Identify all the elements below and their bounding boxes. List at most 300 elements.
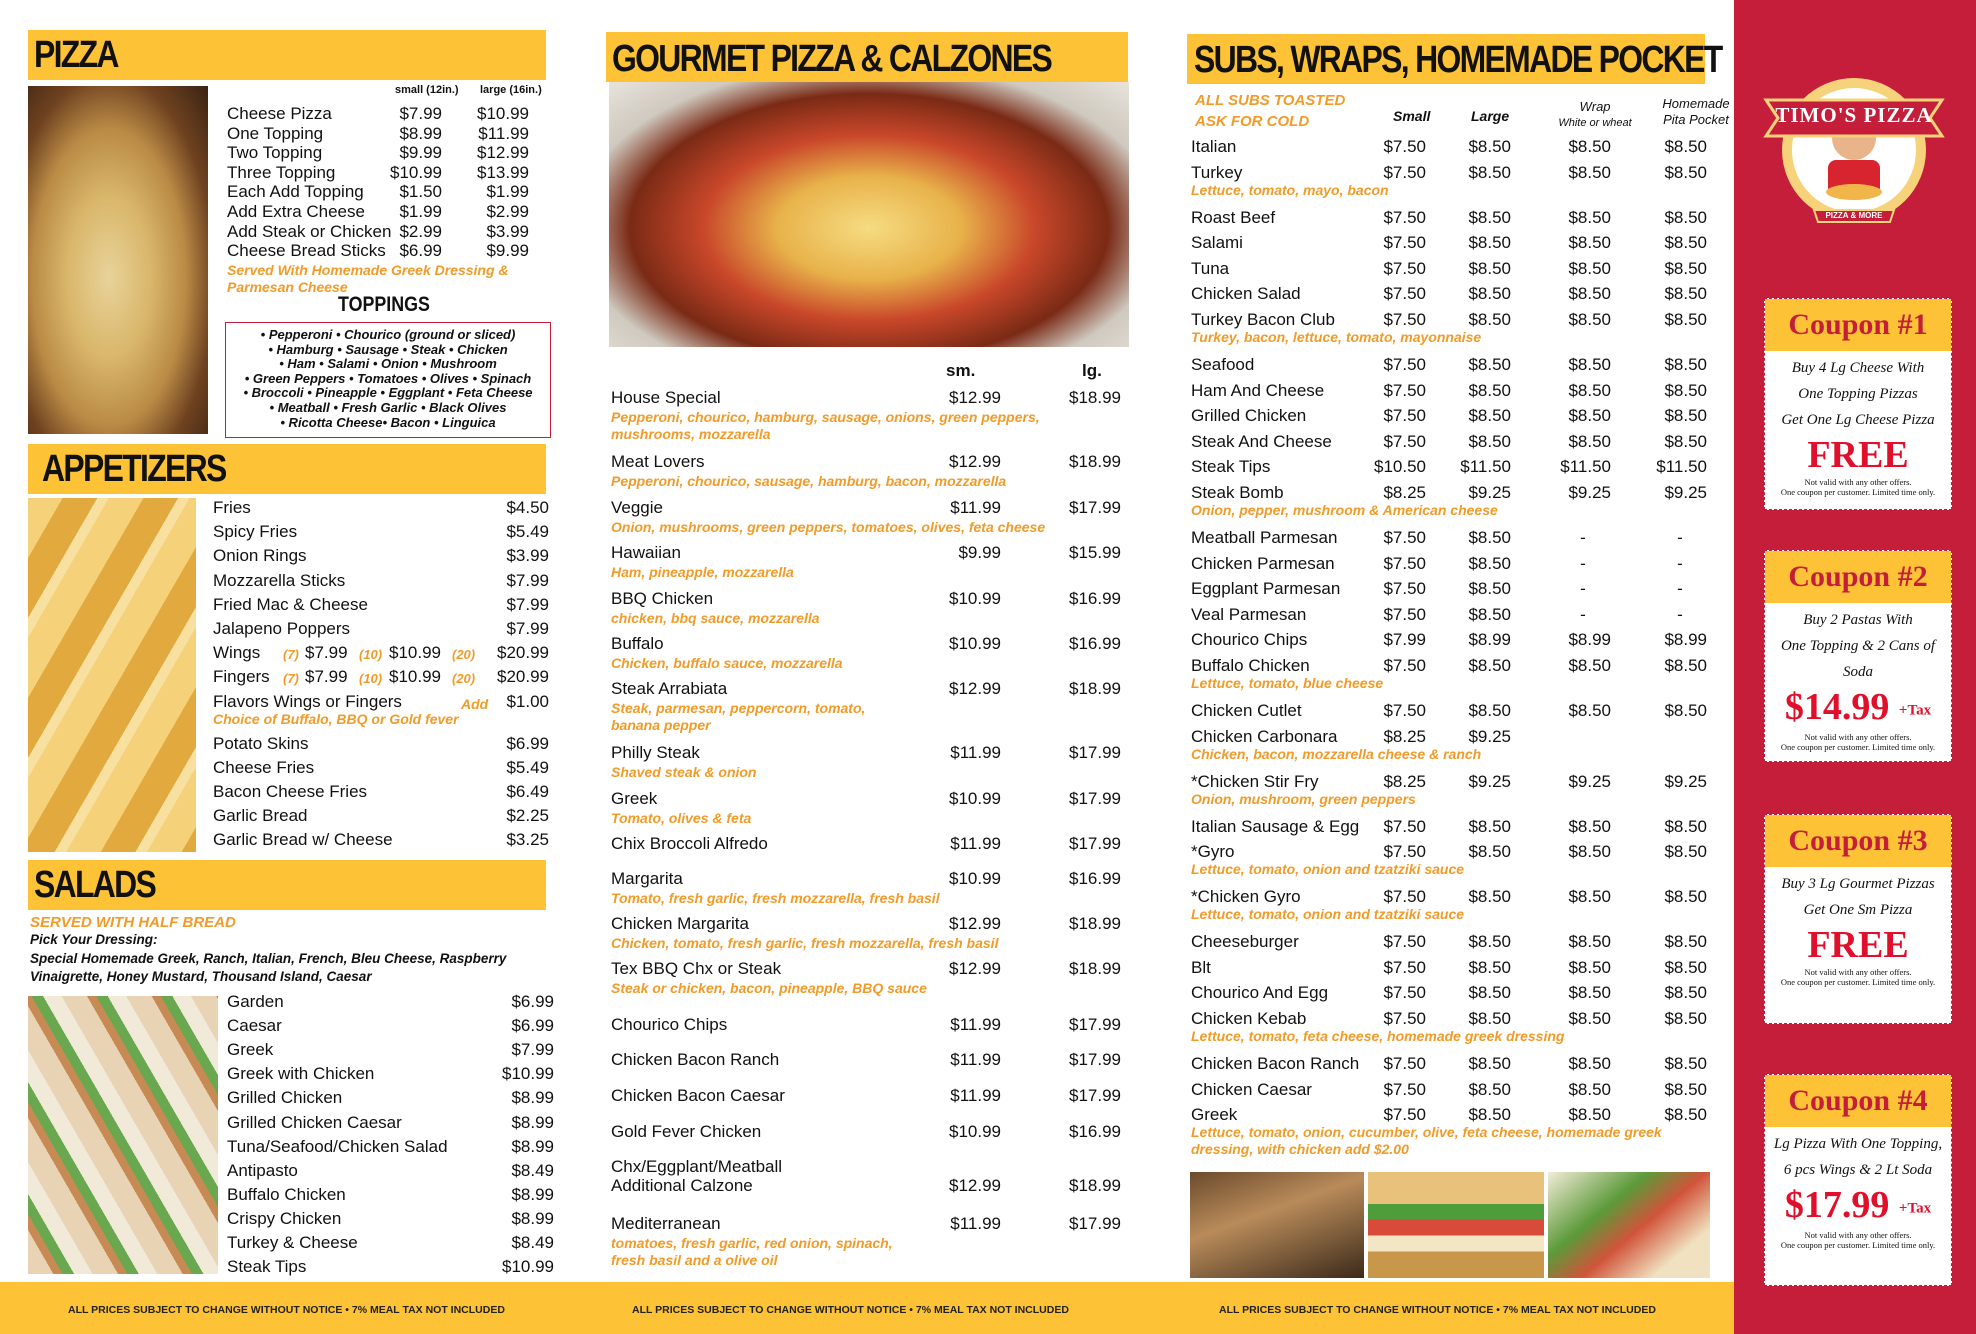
sub-small-price: $7.50: [1383, 1079, 1426, 1099]
pizza-item-small-price: $9.99: [399, 143, 442, 163]
sub-name: *Gyro: [1191, 842, 1235, 862]
sub-name: Roast Beef: [1191, 207, 1276, 227]
gourmet-lg-price: $16.99: [1069, 1122, 1121, 1141]
footer-note-2: ALL PRICES SUBJECT TO CHANGE WITHOUT NOTICE • 7% MEAL TAX NOT INCLUDED: [632, 1304, 1069, 1316]
salad-name: Steak Tips: [227, 1257, 307, 1277]
sub-small-price: $7.50: [1383, 137, 1426, 156]
gourmet-desc: Pepperoni, chourico, sausage, hamburg, bacon, mozzarella: [611, 473, 1007, 489]
sub-large-price: $8.99: [1468, 630, 1511, 650]
sub-large-price: $8.50: [1468, 887, 1511, 907]
appetizer-price: $7.99: [506, 570, 549, 590]
sub-photo-2: [1368, 1172, 1544, 1278]
coupon-line: Buy 3 Lg Gourmet Pizzas: [1781, 876, 1935, 892]
gourmet-title: GOURMET PIZZA & CALZONES: [612, 38, 1052, 80]
appetizer-price: $4.50: [506, 498, 549, 517]
sub-desc: Lettuce, tomato, onion and tzatziki sauce: [1191, 906, 1465, 923]
salads-header: [28, 860, 546, 910]
coupon-card: [1764, 814, 1952, 1024]
salad-name: Crispy Chicken: [227, 1208, 342, 1228]
appetizer-name: Mozzarella Sticks: [213, 570, 346, 590]
sub-pita-price: $9.25: [1664, 483, 1707, 502]
sub-small-price: $7.50: [1383, 431, 1426, 451]
fingers-price-7: $7.99: [305, 667, 348, 687]
sub-name: Seafood: [1191, 355, 1255, 374]
salad-price: $10.99: [502, 1257, 554, 1277]
gourmet-name: House Special: [611, 388, 721, 407]
sub-large-price: $8.50: [1468, 258, 1511, 278]
pizza-header: [28, 30, 546, 80]
gourmet-sm-price: $12.99: [949, 452, 1001, 471]
coupon-rail: [1734, 0, 1976, 1334]
topping-line: • Ham • Salami • Onion • Mushroom: [279, 356, 497, 372]
sub-wrap-price: $8.50: [1568, 932, 1611, 952]
sub-wrap-price: $8.50: [1568, 258, 1611, 278]
sub-wrap-price: -: [1580, 604, 1586, 624]
gourmet-sm-price: $12.99: [949, 1176, 1001, 1195]
sub-pita-price: $11.50: [1656, 457, 1707, 477]
footer-bar: [0, 1282, 1734, 1334]
sub-name: Turkey: [1191, 162, 1243, 182]
sub-pita-price: $8.50: [1664, 1079, 1707, 1099]
salads-photo: [28, 996, 218, 1274]
sub-desc: Onion, pepper, mushroom & American cheese: [1191, 502, 1498, 518]
sub-pita-price: $8.50: [1664, 355, 1707, 374]
coupon-title: Coupon #3: [1765, 815, 1951, 867]
wings-qty-20: (20): [452, 647, 476, 663]
sub-small-price: $7.50: [1383, 207, 1426, 227]
pizza-item-large-price: $10.99: [477, 104, 529, 123]
sub-name: Ham And Cheese: [1191, 380, 1325, 400]
sub-wrap-price: $8.99: [1568, 630, 1611, 650]
sub-small-price: $7.50: [1383, 816, 1426, 836]
topping-line: • Broccoli • Pineapple • Eggplant • Feta Cheese: [243, 385, 533, 401]
sub-desc: Lettuce, tomato, onion, cucumber, olive, feta cheese, homemade greek dressing, with chicken add $2.00: [1191, 1124, 1662, 1158]
coupon-fine-line: Not valid with any other offers.: [1804, 732, 1912, 743]
sub-large-price: $8.50: [1468, 553, 1511, 573]
sub-name: Grilled Chicken: [1191, 406, 1307, 426]
sub-pita-price: $8.50: [1664, 431, 1707, 451]
coupon-fine-line: One coupon per customer. Limited time only.: [1780, 977, 1936, 987]
sub-large-price: $9.25: [1468, 483, 1511, 502]
gourmet-sm-price: $12.99: [949, 914, 1001, 933]
sub-large-price: $8.50: [1468, 842, 1511, 862]
sub-pita-price: -: [1677, 553, 1683, 573]
gourmet-lg-price: $15.99: [1069, 543, 1121, 562]
sub-large-price: $8.50: [1468, 528, 1511, 547]
sub-small-price: $7.50: [1383, 284, 1426, 304]
sub-wrap-price: $8.50: [1568, 431, 1611, 451]
gourmet-name: Tex BBQ Chx or Steak: [611, 959, 782, 978]
sub-small-price: $7.50: [1383, 957, 1426, 977]
sub-large-price: $11.50: [1460, 457, 1511, 477]
sub-pita-price: $8.50: [1664, 1009, 1707, 1028]
topping-line: • Meatball • Fresh Garlic • Black Olives: [269, 399, 507, 415]
gourmet-name: Buffalo: [611, 634, 664, 653]
footer-note-1: ALL PRICES SUBJECT TO CHANGE WITHOUT NOTICE • 7% MEAL TAX NOT INCLUDED: [68, 1304, 505, 1316]
pizza-item-large-price: $3.99: [486, 221, 529, 241]
sub-name: Turkey Bacon Club: [1191, 310, 1335, 329]
gourmet-lg-price: $18.99: [1069, 388, 1121, 407]
sub-small-price: $7.50: [1383, 701, 1426, 720]
sub-large-price: $8.50: [1468, 1009, 1511, 1028]
sub-large-price: $8.50: [1468, 207, 1511, 227]
coupon-price: [1765, 1183, 1951, 1230]
sub-wrap-price: $8.50: [1568, 842, 1611, 862]
salad-name: Buffalo Chicken: [227, 1184, 346, 1204]
salad-price: $8.99: [511, 1208, 554, 1228]
salad-price: $10.99: [502, 1064, 554, 1084]
sub-name: Steak Tips: [1191, 457, 1271, 477]
appetizer-price: $2.25: [506, 806, 549, 826]
appetizers-photo: [28, 498, 196, 852]
sub-desc: Lettuce, tomato, feta cheese, homemade greek dressing: [1191, 1028, 1565, 1044]
salad-price: $8.99: [511, 1112, 554, 1132]
appetizer-name: Garlic Bread: [213, 806, 308, 826]
gourmet-name: Gold Fever Chicken: [611, 1122, 762, 1141]
sub-pita-price: $8.50: [1664, 380, 1707, 400]
sub-small-price: $10.50: [1374, 457, 1426, 477]
gourmet-lg-price: $16.99: [1069, 634, 1121, 653]
salad-name: Tuna/Seafood/Chicken Salad: [227, 1136, 448, 1156]
gourmet-name: Additional Calzone: [611, 1176, 753, 1195]
sub-name: Chicken Carbonara: [1191, 726, 1338, 746]
gourmet-desc: Pepperoni, chourico, hamburg, sausage, onions, green peppers, mushrooms, mozzarella: [611, 409, 1040, 442]
coupon-description: [1765, 351, 1951, 433]
pizza-item-small-price: $8.99: [399, 123, 442, 143]
coupon-fine-print: [1765, 477, 1951, 503]
pizza-size-small-label: small (12in.): [395, 84, 459, 96]
coupon-line: Lg Pizza With One Topping,: [1773, 1136, 1943, 1152]
pizza-item-large-price: $11.99: [478, 123, 529, 143]
gourmet-desc: tomatoes, fresh garlic, red onion, spinach, fresh basil and a olive oil: [611, 1235, 893, 1268]
subs-col-large: Large: [1471, 108, 1510, 124]
sub-wrap-price: $8.50: [1568, 137, 1611, 156]
subs-header: [1187, 34, 1722, 84]
sub-wrap-price: $8.50: [1568, 355, 1611, 374]
gourmet-col-lg: lg.: [1082, 361, 1102, 380]
sub-large-price: $8.50: [1468, 957, 1511, 977]
sub-small-price: $8.25: [1383, 726, 1426, 746]
sub-name: Steak Bomb: [1191, 483, 1284, 502]
gourmet-desc: Steak, parmesan, peppercorn, tomato, banana pepper: [611, 700, 866, 733]
sub-pita-price: $8.50: [1664, 284, 1707, 304]
coupon-description: [1765, 603, 1951, 685]
salad-price: $8.49: [511, 1160, 554, 1180]
sub-large-price: $8.50: [1468, 284, 1511, 304]
gourmet-sm-price: $10.99: [949, 634, 1001, 653]
sub-desc: Chicken, bacon, mozzarella cheese & ranch: [1191, 745, 1482, 762]
sub-large-price: $8.50: [1468, 579, 1511, 599]
coupon-title: Coupon #1: [1765, 299, 1951, 351]
gourmet-sm-price: $9.99: [958, 543, 1001, 562]
gourmet-lg-price: $18.99: [1069, 679, 1121, 698]
sub-wrap-price: $8.50: [1568, 1079, 1611, 1099]
coupon-fine-line: Not valid with any other offers.: [1804, 1230, 1912, 1241]
topping-line: • Hamburg • Sausage • Steak • Chicken: [268, 341, 508, 357]
gourmet-sm-price: $10.99: [949, 869, 1001, 888]
flavors-price: $1.00: [506, 691, 549, 711]
salad-price: $7.99: [511, 1040, 554, 1060]
sub-wrap-price: $9.25: [1568, 771, 1611, 791]
footer-note-3: ALL PRICES SUBJECT TO CHANGE WITHOUT NOTICE • 7% MEAL TAX NOT INCLUDED: [1219, 1304, 1656, 1316]
sub-name: Meatball Parmesan: [1191, 528, 1338, 547]
sub-wrap-price: -: [1580, 553, 1586, 573]
sub-pita-price: $8.50: [1664, 1054, 1707, 1073]
salad-name: Caesar: [227, 1016, 282, 1036]
sub-desc: Turkey, bacon, lettuce, tomato, mayonnaise: [1191, 329, 1482, 345]
sub-pita-price: $8.99: [1664, 630, 1707, 650]
fingers-qty-20: (20): [452, 671, 476, 687]
sub-wrap-price: $8.50: [1568, 233, 1611, 253]
gourmet-desc: chicken, bbq sauce, mozzarella: [611, 610, 820, 626]
pizza-note: Served With Homemade Greek Dressing & Parmesan Cheese: [227, 262, 509, 295]
sub-pita-price: -: [1677, 579, 1683, 599]
gourmet-sm-price: $11.99: [950, 1214, 1001, 1233]
sub-wrap-price: $8.50: [1568, 887, 1611, 907]
sub-name: *Chicken Gyro: [1191, 887, 1301, 907]
sub-name: Chicken Bacon Ranch: [1191, 1054, 1360, 1073]
sub-name: Chicken Caesar: [1191, 1079, 1312, 1099]
sub-pita-price: $9.25: [1664, 771, 1707, 791]
coupon-fine-line: One coupon per customer. Limited time only.: [1780, 487, 1936, 497]
sub-pita-price: $8.50: [1664, 137, 1707, 156]
coupon-line: Buy 2 Pastas With: [1803, 612, 1913, 628]
coupon-fine-print: [1765, 1230, 1951, 1256]
salad-price: $6.99: [511, 992, 554, 1011]
gourmet-desc: Chicken, buffalo sauce, mozzarella: [611, 655, 843, 671]
sub-large-price: $8.50: [1468, 1105, 1511, 1125]
gourmet-sm-price: $11.99: [950, 743, 1001, 762]
sub-small-price: $7.50: [1383, 1009, 1426, 1028]
appetizer-name: Fries: [213, 498, 251, 517]
sub-pita-price: $8.50: [1664, 842, 1707, 862]
sub-wrap-price: $8.50: [1568, 816, 1611, 836]
appetizer-wings-name: Wings: [213, 643, 261, 663]
sub-large-price: $8.50: [1468, 1054, 1511, 1073]
sub-small-price: $7.50: [1383, 258, 1426, 278]
sub-wrap-price: $8.50: [1568, 162, 1611, 182]
coupon-price: [1765, 685, 1951, 732]
sub-large-price: $8.50: [1468, 816, 1511, 836]
gourmet-sm-price: $10.99: [949, 1122, 1001, 1141]
gourmet-desc: Shaved steak & onion: [611, 764, 757, 780]
sub-small-price: $7.50: [1383, 553, 1426, 573]
gourmet-sm-price: $11.99: [950, 1050, 1001, 1069]
appetizer-price: $3.25: [506, 830, 549, 850]
sub-small-price: $7.50: [1383, 579, 1426, 599]
pizza-item-large-price: $2.99: [486, 202, 529, 221]
sub-pita-price: $8.50: [1664, 957, 1707, 977]
sub-pita-price: $8.50: [1664, 887, 1707, 907]
sub-pita-price: $8.50: [1664, 310, 1707, 329]
gourmet-name: Chicken Margarita: [611, 914, 749, 933]
gourmet-lg-price: $17.99: [1069, 1086, 1121, 1105]
sub-name: Italian Sausage & Egg: [1191, 816, 1360, 836]
sub-wrap-price: $9.25: [1568, 483, 1611, 502]
sub-small-price: $7.50: [1383, 842, 1426, 862]
flavors-add-label: Add: [461, 695, 489, 712]
gourmet-lg-price: $17.99: [1069, 789, 1121, 808]
gourmet-sm-price: $11.99: [950, 1086, 1001, 1105]
gourmet-lg-price: $16.99: [1069, 869, 1121, 888]
appetizer-name: Garlic Bread w/ Cheese: [213, 830, 393, 850]
gourmet-name: Margarita: [611, 869, 683, 888]
gourmet-sm-price: $10.99: [949, 789, 1001, 808]
brand-logo: [1754, 60, 1954, 230]
dressing-label: Pick Your Dressing:: [30, 932, 158, 947]
sub-small-price: $7.50: [1383, 355, 1426, 374]
pizza-item-name: Add Extra Cheese: [227, 202, 365, 221]
coupon-price: [1765, 923, 1951, 967]
coupon-tax-label: +Tax: [1898, 702, 1932, 719]
subs-col-small: Small: [1393, 108, 1431, 124]
coupon-card: [1764, 1074, 1952, 1286]
sub-pita-price: $8.50: [1664, 1105, 1707, 1125]
gourmet-lg-price: $18.99: [1069, 1176, 1121, 1195]
subs-col-wrap: [1535, 99, 1655, 131]
fingers-price-10: $10.99: [389, 667, 441, 687]
salads-served-note: SERVED WITH HALF BREAD: [30, 914, 236, 931]
gourmet-lg-price: $17.99: [1069, 1214, 1121, 1233]
sub-name: Chicken Kebab: [1191, 1009, 1307, 1028]
sub-large-price: $8.50: [1468, 983, 1511, 1003]
sub-desc: Onion, mushroom, green peppers: [1191, 790, 1416, 807]
gourmet-sm-price: $12.99: [949, 959, 1001, 978]
sub-wrap-price: -: [1580, 528, 1586, 547]
coupon-fine-line: One coupon per customer. Limited time only.: [1780, 742, 1936, 753]
sub-large-price: $8.50: [1468, 137, 1511, 156]
salad-name: Greek: [227, 1040, 274, 1060]
sub-wrap-price: $8.50: [1568, 701, 1611, 720]
appetizer-name: Cheese Fries: [213, 757, 315, 777]
sub-small-price: $7.50: [1383, 887, 1426, 907]
pizza-item-small-price: $1.99: [399, 202, 442, 221]
appetizer-price: $5.49: [506, 522, 549, 542]
salad-price: $8.99: [511, 1184, 554, 1204]
gourmet-name: Steak Arrabiata: [611, 679, 728, 698]
sub-small-price: $7.50: [1383, 528, 1426, 547]
sub-wrap-price: $8.50: [1568, 656, 1611, 675]
appetizer-price: $7.99: [506, 594, 549, 614]
sub-wrap-price: $8.50: [1568, 983, 1611, 1003]
sub-wrap-price: $8.50: [1568, 380, 1611, 400]
appetizer-price: $3.99: [506, 546, 549, 566]
sub-small-price: $8.25: [1383, 771, 1426, 791]
gourmet-desc: Chicken, tomato, fresh garlic, fresh mozzarella, fresh basil: [611, 935, 999, 951]
sub-large-price: $8.50: [1468, 355, 1511, 374]
sub-small-price: $7.50: [1383, 380, 1426, 400]
coupon-line: One Topping & 2 Cans of Soda: [1780, 638, 1936, 680]
gourmet-lg-price: $17.99: [1069, 1050, 1121, 1069]
pizza-item-name: Add Steak or Chicken: [227, 221, 392, 241]
gourmet-sm-price: $11.99: [950, 498, 1001, 517]
gourmet-name: Chix Broccoli Alfredo: [611, 834, 768, 853]
pizza-item-small-price: $6.99: [399, 241, 442, 261]
salad-name: Turkey & Cheese: [227, 1233, 358, 1252]
pizza-photo: [28, 86, 208, 434]
gourmet-col-sm: sm.: [946, 361, 976, 380]
sub-wrap-price: $8.50: [1568, 284, 1611, 304]
subs-col-wrap-line2: White or wheat: [1558, 117, 1632, 129]
sub-small-price: $7.50: [1383, 932, 1426, 952]
coupon-line: Get One Sm Pizza: [1803, 902, 1913, 918]
appetizer-name: Spicy Fries: [213, 522, 298, 542]
sub-name: Italian: [1191, 137, 1237, 156]
coupon-line: Buy 4 Lg Cheese With: [1791, 360, 1925, 376]
salad-name: Antipasto: [227, 1160, 298, 1180]
coupon-price-value: $17.99: [1784, 1184, 1890, 1226]
coupon-title: Coupon #4: [1765, 1075, 1951, 1127]
sub-pita-price: $8.50: [1664, 816, 1707, 836]
subs-col-pita-line2: Pita Pocket: [1663, 112, 1729, 127]
sub-small-price: $8.25: [1383, 483, 1426, 502]
salad-price: $6.99: [511, 1016, 554, 1036]
coupon-fine-line: Not valid with any other offers.: [1804, 967, 1912, 977]
sub-small-price: $7.50: [1383, 983, 1426, 1003]
gourmet-name: BBQ Chicken: [611, 589, 714, 608]
gourmet-desc: Onion, mushrooms, green peppers, tomatoes, olives, feta cheese: [611, 519, 1046, 535]
coupon-price-value: FREE: [1807, 434, 1909, 476]
coupon-title: Coupon #2: [1765, 551, 1951, 603]
gourmet-lg-price: $17.99: [1069, 834, 1121, 853]
brand-name: TIMO'S PIZZA: [1775, 103, 1933, 127]
coupon-tax-label: +Tax: [1898, 1200, 1932, 1217]
sub-pita-price: -: [1677, 528, 1683, 547]
gourmet-desc: Steak or chicken, bacon, pineapple, BBQ sauce: [611, 980, 927, 996]
sub-large-price: $8.50: [1468, 1079, 1511, 1099]
pizza-item-small-price: $2.99: [399, 221, 442, 241]
appetizer-price: $7.99: [506, 619, 549, 638]
fingers-qty-7: (7): [283, 671, 299, 687]
sub-small-price: $7.50: [1383, 656, 1426, 675]
appetizer-name: Jalapeno Poppers: [213, 619, 351, 638]
gourmet-lg-price: $18.99: [1069, 959, 1121, 978]
sub-pita-price: $8.50: [1664, 983, 1707, 1003]
flavors-note: Choice of Buffalo, BBQ or Gold fever: [213, 710, 459, 727]
sub-pita-price: -: [1677, 604, 1683, 624]
pizza-item-large-price: $9.99: [486, 241, 529, 261]
gourmet-name: Meat Lovers: [611, 452, 705, 471]
coupon-line: Get One Lg Cheese Pizza: [1781, 412, 1935, 428]
sub-desc: Lettuce, tomato, blue cheese: [1191, 675, 1384, 691]
subs-title: SUBS, WRAPS, HOMEMADE POCKET: [1194, 39, 1722, 81]
sub-large-price: $8.50: [1468, 656, 1511, 675]
sub-small-price: $7.50: [1383, 310, 1426, 329]
sub-pita-price: $8.50: [1664, 656, 1707, 675]
sub-large-price: $8.50: [1468, 701, 1511, 720]
sub-pita-price: $8.50: [1664, 233, 1707, 253]
pizza-item-name: Cheese Bread Sticks: [227, 241, 386, 261]
sub-small-price: $7.50: [1383, 1054, 1426, 1073]
sub-small-price: $7.50: [1383, 604, 1426, 624]
sub-name: Chourico And Egg: [1191, 983, 1329, 1003]
sub-photo-1: [1190, 1172, 1364, 1278]
gourmet-name: Philly Steak: [611, 743, 700, 762]
gourmet-desc: Tomato, olives & feta: [611, 810, 752, 826]
gourmet-lg-price: $17.99: [1069, 498, 1121, 517]
pizza-item-name: Cheese Pizza: [227, 104, 332, 123]
salad-price: $8.49: [511, 1233, 554, 1252]
gourmet-lg-price: $17.99: [1069, 743, 1121, 762]
coupon-fine-print: [1765, 967, 1951, 993]
gourmet-sm-price: $12.99: [949, 679, 1001, 698]
sub-name: Tuna: [1191, 258, 1230, 278]
coupon-description: [1765, 867, 1951, 923]
coupon-price-value: $14.99: [1784, 686, 1890, 728]
salad-name: Garden: [227, 992, 284, 1011]
sub-large-price: $9.25: [1468, 771, 1511, 791]
pizza-item-name: Three Topping: [227, 162, 336, 182]
